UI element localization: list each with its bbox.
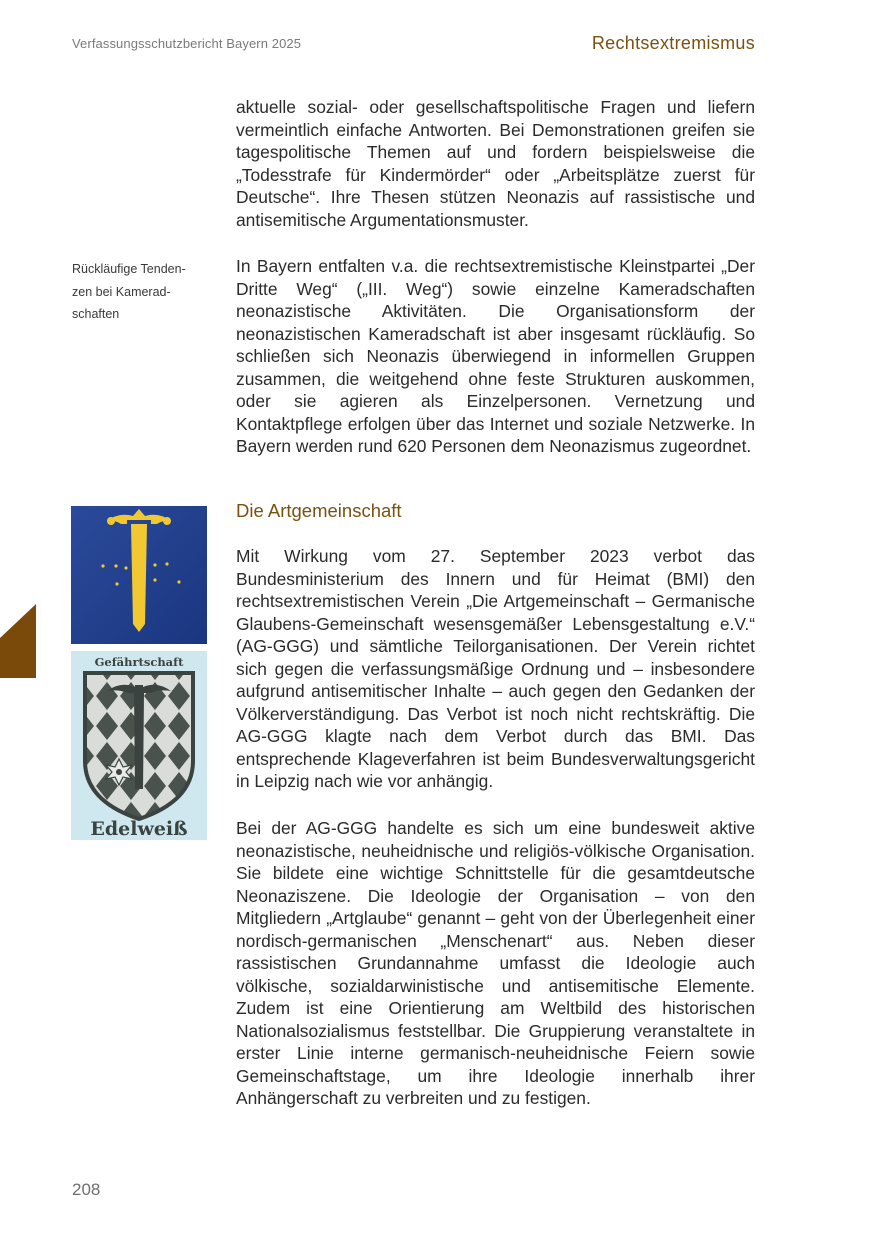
body-text-artgemeinschaft — [236, 545, 755, 793]
chapter-edge-tab — [0, 604, 36, 678]
crest-top-text: Gefährtschaft — [94, 655, 184, 669]
section-heading: Die Artgemeinschaft — [236, 500, 402, 521]
gefaehrtschaft-crest-image — [71, 651, 207, 840]
page-number: 208 — [72, 1180, 101, 1199]
paragraph-intro: aktuelle sozial- oder gesellschaftspolitische Fragen und liefern vermeintlich einfache Antworten. Bei Demonstrationen greifen sie tagespolitische Themen auf und fordern beispielsweise die „Todesstrafe für Kindermörder“ oder „Arbeitsplätze zuerst für Deutsche“. Ihre Thesen stützen Neonazis auf rassistische und antisemitische Argumentationsmuster. — [236, 97, 755, 230]
paragraph-kameradschaften: In Bayern entfalten v.a. die rechtsextremistische Kleinstpartei „Der Dritte Weg“ („III. Weg“) sowie einzelne Kameradschaften neonazistische Aktivitäten. Die Organisationsform der neonazistischen Kameradschaft ist aber insgesamt rückläufig. So schließen sich Neonazis überwiegend in informellen Gruppen zusammen, die weitgehend ohne feste Strukturen auskommen, oder sie agieren als Einzelpersonen. Vernetzung und Kontaktpflege erfolgen über das Internet und soziale Netzwerke. In Bayern werden rund 620 Personen dem Neonazismus zugeordnet. — [236, 256, 755, 456]
body-text-top — [236, 96, 755, 231]
body-text-kameradschaften — [236, 255, 755, 458]
artgemeinschaft-flag-image — [71, 506, 207, 644]
running-header-title: Verfassungsschutzbericht Bayern 2025 — [72, 36, 302, 51]
body-text-ideologie — [236, 817, 755, 1110]
margin-note-line: schaften — [72, 307, 120, 321]
margin-note-line: zen bei Kamerad- — [72, 284, 171, 299]
running-header-chapter: Rechtsextremismus — [591, 33, 755, 53]
paragraph-ideologie: Bei der AG-GGG handelte es sich um eine bundesweit aktive neonazistische, neuheidnische und religiös-völkische Organisation. Sie bildete eine wichtige Schnittstelle für die gesamtdeutsche Neonaziszene. Die Ideologie der Organisation – von den Mitgliedern „Artglaube“ genannt – geht von der Überlegenheit einer nordisch-germanischen „Menschenart“ aus. Neben dieser rassistischen Grundannahme umfasst die Ideologie auch völkische, sozialdarwinistische und antisemitische Elemente. Zudem ist eine Orientierung am Weltbild des historischen Nationalsozialismus feststellbar. Die Gruppierung veranstaltete in erster Linie interne germanisch-neuheidnische Feiern sowie Gemeinschaftstage, um ihre Ideologie innerhalb ihrer Anhängerschaft zu verbreiten und zu festigen. — [236, 818, 755, 1108]
margin-note — [72, 258, 217, 326]
crest-bottom-text: Edelweiß — [90, 818, 188, 840]
paragraph-verbot: Mit Wirkung vom 27. September 2023 verbot das Bundesministerium des Innern und für Heimat (BMI) den rechtsextremistischen Verein „Die Artgemeinschaft – Germanische Glaubens-Gemeinschaft wesensgemäßer Lebensgestaltung e.V.“ (AG-GGG) und sämtliche Teilorganisationen. Der Verein richtet sich gegen die verfassungsmäßige Ordnung und – insbesondere aufgrund antisemitischer Inhalte – auch gegen den Gedanken der Völkerverständigung. Das Verbot ist noch nicht rechtskräftig. Die AG-GGG klagte nach dem Verbot durch das BMI. Das entsprechende Klageverfahren ist beim Bundesverwaltungsgericht in Leipzig nach wie vor anhängig. — [236, 546, 755, 791]
margin-note-line: Rückläufige Tenden- — [72, 262, 186, 276]
